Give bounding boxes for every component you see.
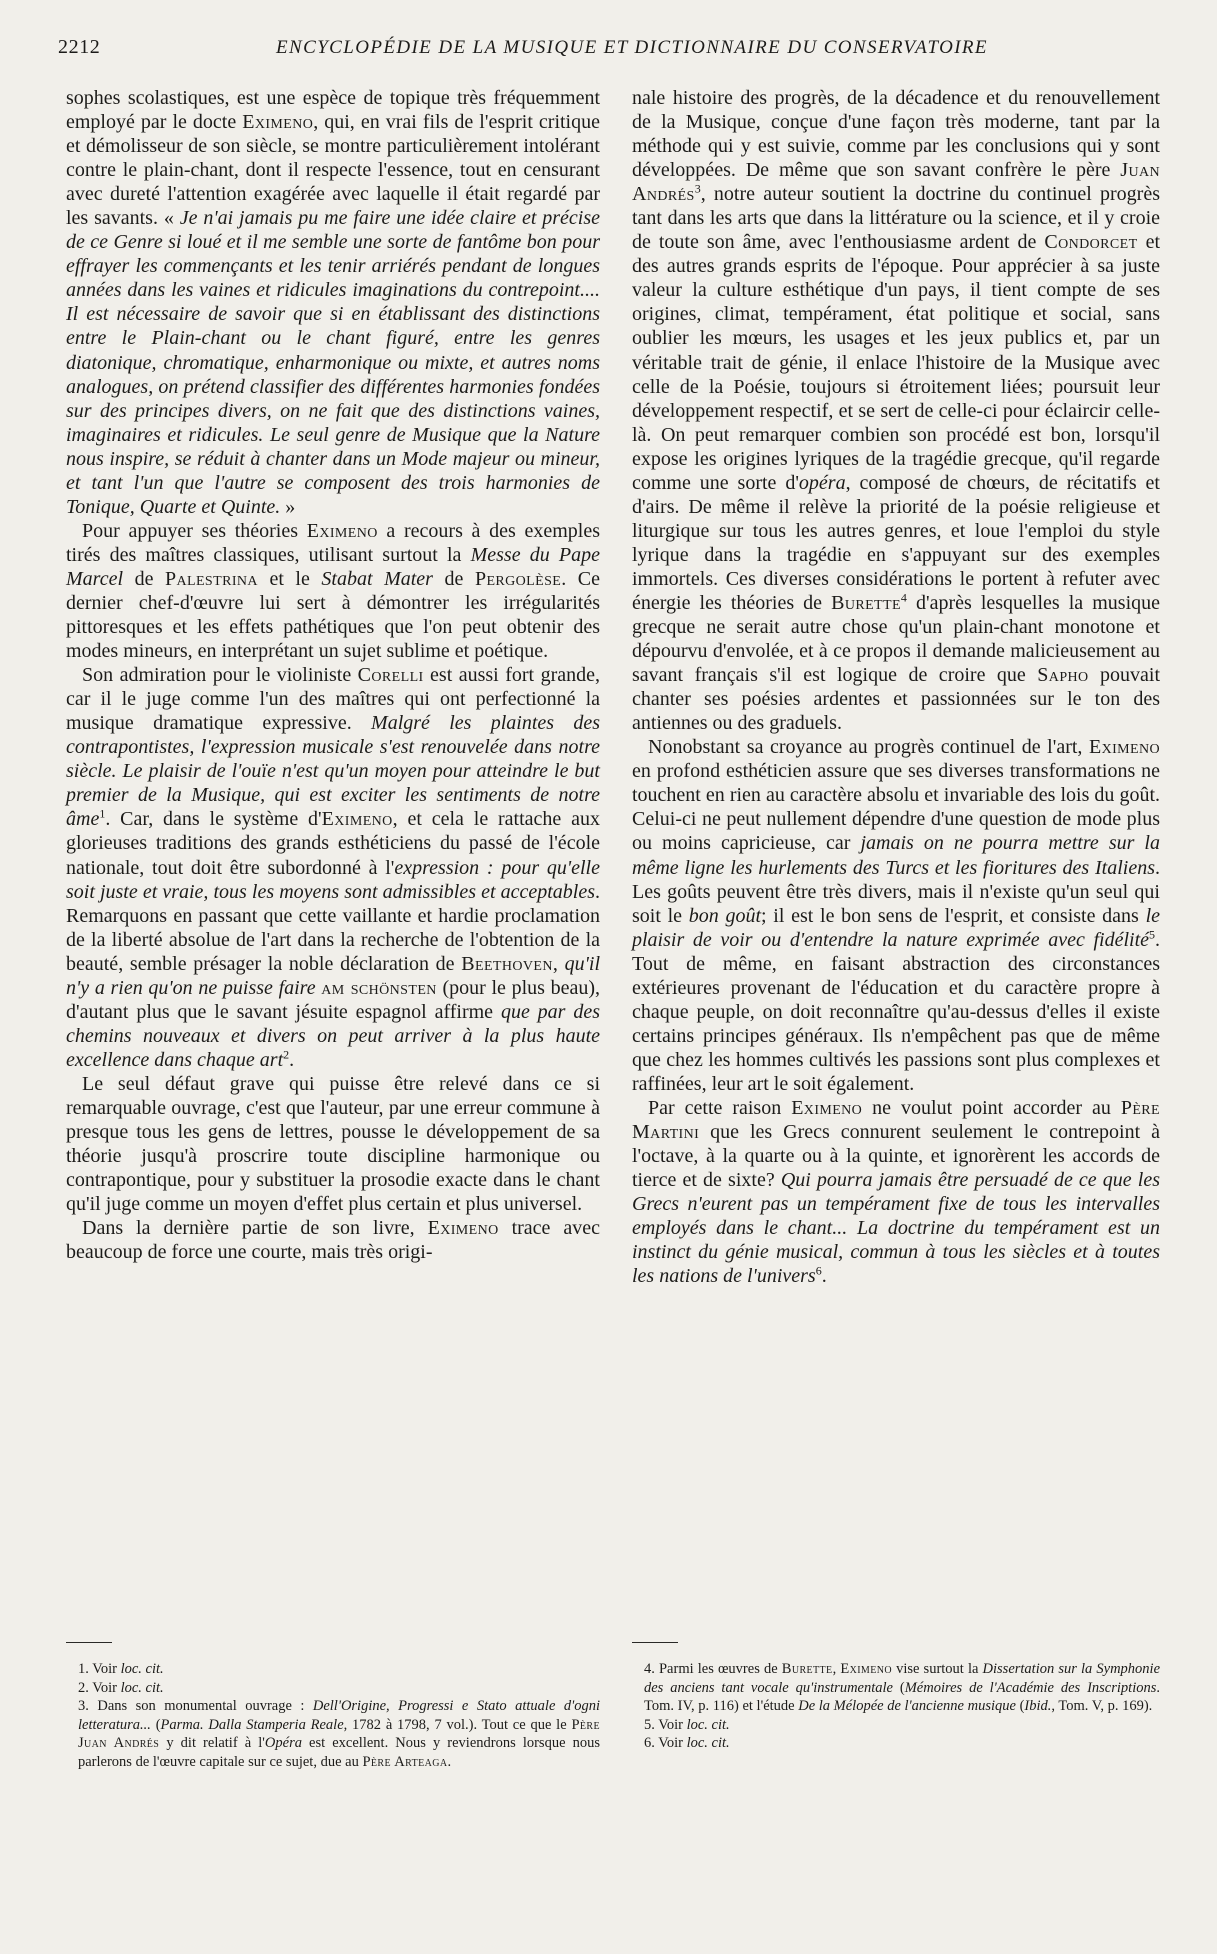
- proper-name: Pergolèse: [474, 567, 562, 590]
- footnote: 4. Parmi les œuvres de Burette, Eximeno vise surtout la Dissertation sur la Symphonie des anciens tant vocale qu'instrumentale (Mémoires de l'Académie des Inscriptions. Tom. IV, p. 116) et l'étude De la Mélopée de l'ancienne musique (Ibid., Tom. V, p. 169).: [644, 1661, 1161, 1715]
- right-column: [632, 86, 1160, 1288]
- italic-run: loc. cit.: [686, 1735, 730, 1752]
- footnote-divider: [632, 1642, 678, 1643]
- footnote-divider: [66, 1642, 112, 1643]
- italic-run: loc. cit.: [120, 1661, 164, 1677]
- italic-run: que par des chemins nouveaux et divers on peut arriver à la plus haute excellence dans chaque art: [66, 1000, 600, 1071]
- italic-run: qu'il n'y a rien qu'on ne puisse faire: [66, 952, 600, 999]
- footnote: 3. Dans son monumental ouvrage : Dell'Origine, Progressi e Stato attuale d'ogni letteratura... (Parma. Dalla Stamperia Reale, 1782 à 1798, 7 vol.). Tout ce que le Père Juan Andrés y dit relatif à l'Opéra est excellent. Nous y reviendrons lorsque nous parlerons de l'œuvre capitale sur ce sujet, due au Père Arteaga.: [78, 1698, 600, 1770]
- proper-name: Père Martini: [632, 1096, 1160, 1144]
- proper-name: Eximeno: [1088, 736, 1160, 759]
- footnote: 5. Voir loc. cit.: [644, 1716, 730, 1733]
- paragraph: Nonobstant sa croyance au progrès continuel de l'art, Eximeno en profond esthéticien assure que ses diverses transformations ne touchent en rien au caractère absolu et invariable des lois du goût. Celui-ci ne peut nullement dépendre d'une question de mode plus ou moins capricieuse, car jamais on ne pourra mettre sur la même ligne les hurlements des Turcs et les fioritures des Italiens. Les goûts peuvent être très divers, mais il n'existe qu'un seul qui soit le bon goût; il est le bon sens de l'esprit, et consiste dans le plaisir de voir ou d'entendre la nature exprimée avec fidélité$^5$. Tout de même, en faisant abstraction des circonstances extérieures provenant de l'éducation et du caractère propre à chaque peuple, on doit reconnaître qu'au-dessus d'elles il existe certains principes généraux. Ils n'empêchent pas que de même que chez les hommes cultivés les passions sont plus complexes et raffinées, leur art le soit également.: [632, 736, 1160, 1095]
- italic-run: Dissertation sur la Symphonie des anciens tant vocale qu'instrumentale: [644, 1661, 1161, 1696]
- proper-name: Burette: [781, 1661, 833, 1677]
- footnote-ref: 6: [815, 1263, 822, 1278]
- italic-run: opéra: [798, 471, 846, 494]
- italic-run: Malgré les plaintes des contrapontistes, l'expression musicale s'est renouvelée dans notre siècle. Le plaisir de l'ouïe n'est qu'un moyen pour atteindre le but premier de la Musique, qui est exciter les sentiments de notre âme: [66, 712, 600, 831]
- italic-run: bon goût: [688, 904, 762, 927]
- footnotes-left: [66, 1660, 600, 1772]
- running-header: [58, 36, 1148, 59]
- italic-run: loc. cit.: [686, 1716, 730, 1733]
- italic-run: Ibid.: [1024, 1698, 1052, 1715]
- italic-run: Mémoires de l'Académie des Inscriptions: [904, 1679, 1157, 1696]
- proper-name: Eximeno: [791, 1096, 863, 1119]
- proper-name: Juan Andrés: [632, 159, 1160, 206]
- italic-run: expression : pour qu'elle soit juste et vraie, tous les moyens sont admissibles et acceptables: [66, 856, 600, 903]
- italic-run: Qui pourra jamais être persuadé de ce que les Grecs n'eurent pas un tempérament fixe de tous les intervalles employés dans le chant... La doctrine du tempérament est un instinct du génie musical, commun à tous les siècles et à toutes les nations de l'univers: [632, 1169, 1160, 1288]
- footnote: 2. Voir loc. cit.: [78, 1679, 164, 1696]
- proper-name: Eximeno: [242, 111, 314, 134]
- footnote: 6. Voir loc. cit.: [644, 1735, 730, 1752]
- paragraph: Dans la dernière partie de son livre, Eximeno trace avec beaucoup de force une courte, mais très origi-: [66, 1217, 601, 1264]
- footnote-ref: 5: [1149, 926, 1155, 941]
- proper-name: Eximeno: [306, 519, 378, 542]
- proper-name: Père Arteaga: [362, 1753, 448, 1770]
- page-number: 2212: [58, 36, 101, 58]
- paragraph: Le seul défaut grave qui puisse être relevé dans ce si remarquable ouvrage, c'est que l'auteur, par une erreur commune à presque tous les gens de lettres, pousse le développement de sa théorie jusqu'à proscrire toute discipline harmonique ou contrapontique, pour y substituer la prosodie exacte dans le chant qu'il juge comme un moyen d'effet plus certain et plus universel.: [66, 1072, 600, 1216]
- paragraph: sophes scolastiques, est une espèce de topique très fréquemment employé par le docte Eximeno, qui, en vrai fils de l'esprit critique et démolisseur de son siècle, se montre particulièrement intolérant contre le plain-chant, dont il respecte l'essence, tout en censurant avec dureté l'attention exagérée avec laquelle il était regardé par les savants. « Je n'ai jamais pu me faire une idée claire et précise de ce Genre si loué et il me semble une sorte de fantôme bon pour effrayer les commençants et les tenir arriérés pendant de longues années dans les vaines et ridicules imaginations du contrepoint.... Il est nécessaire de savoir que si en établissant des distinctions entre le Plain-chant ou le chant figuré, entre les genres diatonique, chromatique, enharmonique ou mixte, et autres noms analogues, on prétend classifier des différentes harmonies fondées sur des principes divers, on ne fait que des distinctions vaines, imaginaires et ridicules. Le seul genre de Musique que la Nature nous inspire, se réduit à chanter dans un Mode majeur ou mineur, et tant l'un que l'autre se composent des trois harmonies de Tonique, Quarte et Quinte. »: [66, 87, 601, 518]
- footnote-ref: 2: [283, 1047, 290, 1062]
- left-column: [66, 86, 600, 1264]
- footnote-ref: 1: [99, 806, 106, 821]
- proper-name: Eximeno: [321, 808, 393, 831]
- italic-run: loc. cit.: [120, 1679, 164, 1696]
- italic-run: Dell'Origine, Progressi e Stato attuale d'ogni letteratura...: [78, 1698, 600, 1733]
- paragraph: Pour appuyer ses théories Eximeno a recours à des exemples tirés des maîtres classiques, utilisant surtout la Messe du Pape Marcel de Palestrina et le Stabat Mater de Pergolèse. Ce dernier chef-d'œuvre lui sert à démontrer les irrégularités pittoresques et les effets pathétiques que l'on peut obtenir des modes mineurs, en interprétant un sujet sublime et poétique.: [66, 519, 600, 663]
- italic-run: Stabat Mater: [321, 567, 433, 590]
- footnote-ref: 3: [694, 181, 701, 196]
- proper-name: Beethoven: [461, 952, 553, 975]
- footnote: 1. Voir loc. cit.: [78, 1661, 164, 1677]
- italic-run: De la Mélopée de l'ancienne musique: [798, 1698, 1016, 1715]
- proper-name: Palestrina: [165, 567, 258, 590]
- paragraph: Par cette raison Eximeno ne voulut point accorder au Père Martini que les Grecs connurent seulement le contrepoint à l'octave, à la quarte ou à la quinte, et ignorèrent les accords de tierce et de sixte? Qui pourra jamais être persuadé de ce que les Grecs n'eurent pas un tempérament fixe de tous les intervalles employés dans le chant... La doctrine du tempérament est un instinct du génie musical, commun à tous les siècles et à toutes les nations de l'univers$^6$.: [632, 1096, 1160, 1288]
- proper-name: Eximeno: [427, 1217, 499, 1240]
- italic-run: Parma. Dalla Stamperia Reale: [160, 1716, 344, 1733]
- proper-name: Corelli: [357, 664, 424, 687]
- italic-run: Messe du Pape Marcel: [66, 543, 600, 590]
- proper-name: Eximeno: [840, 1661, 892, 1677]
- footnotes-right: [632, 1660, 1160, 1753]
- paragraph: nale histoire des progrès, de la décadence et du renouvellement de la Musique, conçue d'une façon très moderne, tant par la méthode qui y est suivie, comme par les conclusions qui y sont développées. De même que son savant confrère le père Juan Andrés$^3$, notre auteur soutient la doctrine du continuel progrès tant dans les arts que dans la littérature ou la science, et il y croie de toute son âme, avec l'enthousiasme ardent de Condorcet et des autres grands esprits de l'époque. Pour apprécier à sa juste valeur la culture esthétique d'un pays, il tient compte de ses origines, climat, tempérament, état politique et social, sans oublier les mœurs, les usages et les jeux publics et, par un véritable trait de génie, il enlace l'histoire de la Musique avec celle de la Poésie, toujours si étroitement liées; poursuit leur développement respectif, et se sert de celle-ci pour éclaircir celle-là. On peut remarquer combien son procédé est bon, lorsqu'il expose les origines lyriques de la tragédie grecque, qu'il regarde comme une sorte d'opéra, composé de chœurs, de récitatifs et d'airs. De même il relève la priorité de la poésie religieuse et liturgique sur tous les autres genres, et loue l'emploi du style lyrique dans la tragédie en s'appuyant sur des exemples immortels. Ces diverses considérations le portent à refuter avec énergie les théories de Burette$^4$ d'après lesquelles la musique grecque ne serait autre chose qu'un plain-chant monotone et dépourvu d'envolée, et à ce propos il demande malicieusement au savant français s'il est logique de croire que Sapho pouvait chanter ses poésies ardentes et passionnées sur le ton des antiennes ou des graduels.: [632, 87, 1161, 735]
- proper-name: Burette: [831, 591, 901, 614]
- italic-run: Opéra: [264, 1735, 302, 1752]
- proper-name: Condorcet: [1044, 231, 1138, 254]
- proper-name: am schönsten: [321, 976, 437, 999]
- italic-run: Je n'ai jamais pu me faire une idée claire et précise de ce Genre si loué et il me semble une sorte de fantôme bon pour effrayer les commençants et les tenir arriérés pendant de longues années dans les vaines et ridicules imaginations du contrepoint.... Il est nécessaire de savoir que si en établissant des distinctions entre le Plain-chant ou le chant figuré, entre les genres diatonique, chromatique, enharmonique ou mixte, et autres noms analogues, on prétend classifier des différentes harmonies fondées sur des principes divers, on ne fait que des distinctions vaines, imaginaires et ridicules. Le seul genre de Musique que la Nature nous inspire, se réduit à chanter dans un Mode majeur ou mineur, et tant l'un que l'autre se composent des trois harmonies de Tonique, Quarte et Quinte.: [66, 207, 601, 518]
- paragraph: Son admiration pour le violiniste Corelli est aussi fort grande, car il le juge comme l'un des maîtres qui ont perfectionné la musique dramatique expressive. Malgré les plaintes des contrapontistes, l'expression musicale s'est renouvelée dans notre siècle. Le plaisir de l'ouïe n'est qu'un moyen pour atteindre le but premier de la Musique, qui est exciter les sentiments de notre âme$^1$. Car, dans le système d'Eximeno, et cela le rattache aux glorieuses traditions des grands esthéticiens du passé de l'école nationale, tout doit être subordonné à l'expression : pour qu'elle soit juste et vraie, tous les moyens sont admissibles et acceptables. Remarquons en passant que cette vaillante et hardie proclamation de la liberté absolue de l'art dans la recherche de l'obtention de la beauté, semble présager la noble déclaration de Beethoven, qu'il n'y a rien qu'on ne puisse faire am schönsten (pour le plus beau), d'autant plus que le savant jésuite espagnol affirme que par des chemins nouveaux et divers on peut arriver à la plus haute excellence dans chaque art$^2$.: [66, 664, 601, 1071]
- proper-name: Sapho: [1037, 664, 1089, 687]
- proper-name: Père Juan Andrés: [78, 1716, 600, 1752]
- footnote-ref: 4: [900, 590, 907, 605]
- running-title: ENCYCLOPÉDIE DE LA MUSIQUE ET DICTIONNAIRE DU CONSERVATOIRE: [276, 37, 988, 58]
- italic-run: le plaisir de voir ou d'entendre la nature exprimée avec fidélité: [632, 904, 1160, 951]
- italic-run: jamais on ne pourra mettre sur la même ligne les hurlements des Turcs et les fioritures des Italiens: [632, 832, 1160, 879]
